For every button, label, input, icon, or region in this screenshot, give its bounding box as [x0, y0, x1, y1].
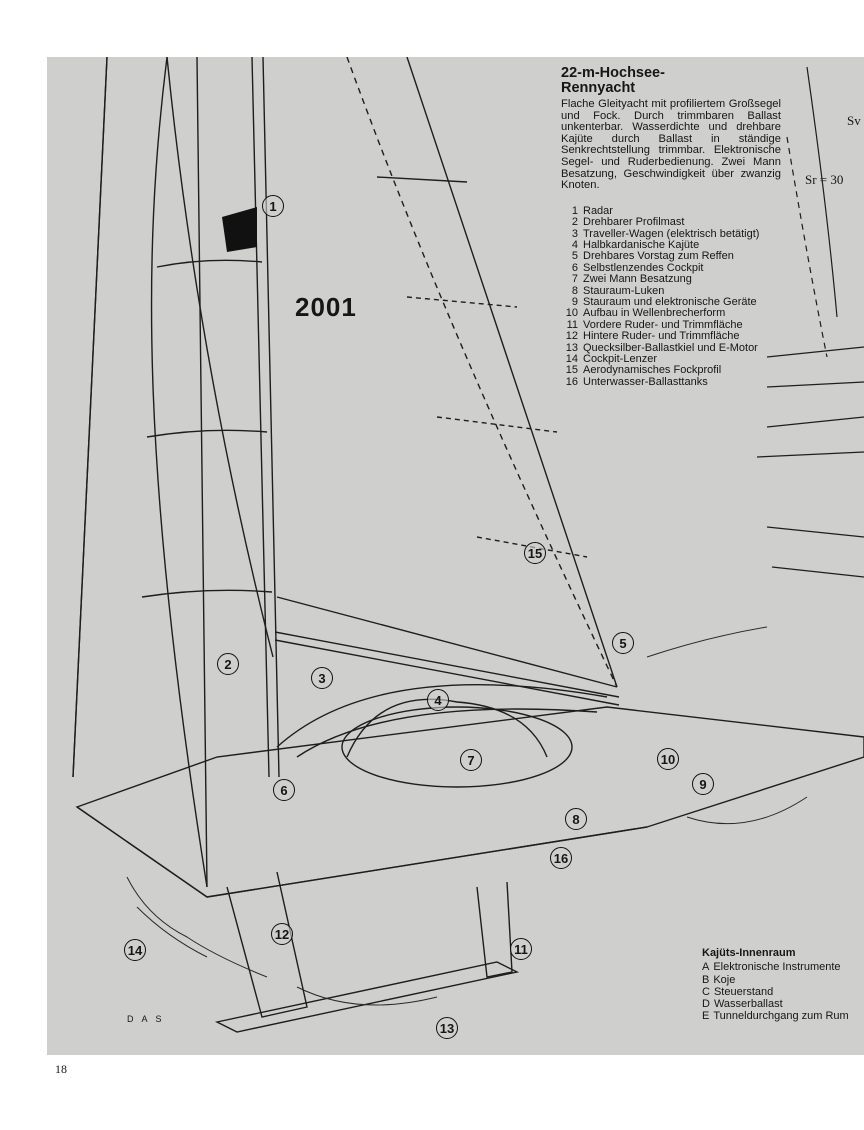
page-number: 18 — [55, 1062, 67, 1076]
legend-item: 12 Hintere Ruder- und Trimmfläche — [565, 330, 740, 343]
boat-name: 2001 — [295, 292, 357, 322]
side-label-sv: Sv — [847, 113, 861, 128]
callout-1: 1 — [262, 195, 284, 217]
legend-item: 3 Traveller-Wagen (elektrisch betätigt) — [571, 227, 760, 240]
legend-item: 2 Drehbarer Profilmast — [571, 216, 685, 229]
callout-13: 13 — [436, 1017, 458, 1039]
callout-12: 12 — [271, 923, 293, 945]
legend-item: 9 Stauraum und elektronische Geräte — [571, 296, 757, 308]
article-title — [561, 66, 781, 96]
callout-14: 14 — [124, 939, 146, 961]
legend-item: 6 Selbstlenzendes Cockpit — [571, 261, 704, 274]
legend-item: 5 Drehbares Vorstag zum Reffen — [571, 250, 734, 263]
artist-signature: DAS — [127, 1014, 170, 1024]
cabin-item: C Steuerstand — [702, 985, 774, 998]
callout-11: 11 — [510, 938, 532, 960]
legend-item: 15 Aerodynamisches Fockprofil — [565, 364, 722, 377]
callout-9: 9 — [692, 773, 714, 795]
callout-15: 15 — [524, 542, 546, 564]
article-text — [561, 66, 781, 388]
legend-item: 4 Halbkardanische Kajüte — [571, 238, 700, 251]
callout-16: 16 — [550, 847, 572, 869]
article-description: Flache Gleityacht mit profiliertem Großsegel und Fock. Durch trimmbaren Ballast unkenterbar. Wasserdichte und drehbare Kajüte durch Ballast in ständige Senkrechtstellung trimmbar. Elektronische Segel- und Ruderbedienung. Zwei Mann Besatzung, Geschwindigkeit über zwanzig Knoten. — [561, 98, 781, 192]
cabin-item: B Koje — [702, 973, 736, 986]
legend-item: 10 Aufbau in Wellenbrecherform — [565, 307, 726, 320]
legend-item: 1 Radar — [571, 204, 613, 217]
legend-list — [561, 206, 781, 389]
cabin-item: E Tunneldurchgang zum Rum — [702, 1010, 849, 1023]
cabin-interior-legend — [702, 947, 864, 1023]
legend-item: 11 Vordere Ruder- und Trimmfläche — [566, 318, 743, 331]
legend-item: 16 Unterwasser-Ballasttanks — [565, 375, 708, 388]
callout-8: 8 — [565, 808, 587, 830]
callout-6: 6 — [273, 779, 295, 801]
callout-10: 10 — [657, 748, 679, 770]
side-label-sr: Sr = 30 — [805, 172, 844, 187]
cabin-item: D Wasserballast — [702, 998, 783, 1011]
callout-2: 2 — [217, 653, 239, 675]
legend-item: 13 Quecksilber-Ballastkiel und E-Motor — [565, 341, 758, 354]
title-line-2: Rennyacht — [561, 80, 636, 96]
cabin-item: A Elektronische Instrumente — [702, 961, 841, 974]
legend-item: 8 Stauraum-Luken — [571, 284, 665, 297]
legend-item: 7 Zwei Mann Besatzung — [571, 273, 692, 286]
callout-4: 4 — [427, 689, 449, 711]
cabin-interior-heading: Kajüts-Innenraum — [702, 947, 796, 959]
callout-5: 5 — [612, 632, 634, 654]
legend-item: 14 Cockpit-Lenzer — [565, 353, 657, 366]
callout-3: 3 — [311, 667, 333, 689]
title-line-1: 22-m-Hochsee- — [561, 65, 665, 81]
callout-7: 7 — [460, 749, 482, 771]
illustration-plate — [47, 57, 864, 1055]
